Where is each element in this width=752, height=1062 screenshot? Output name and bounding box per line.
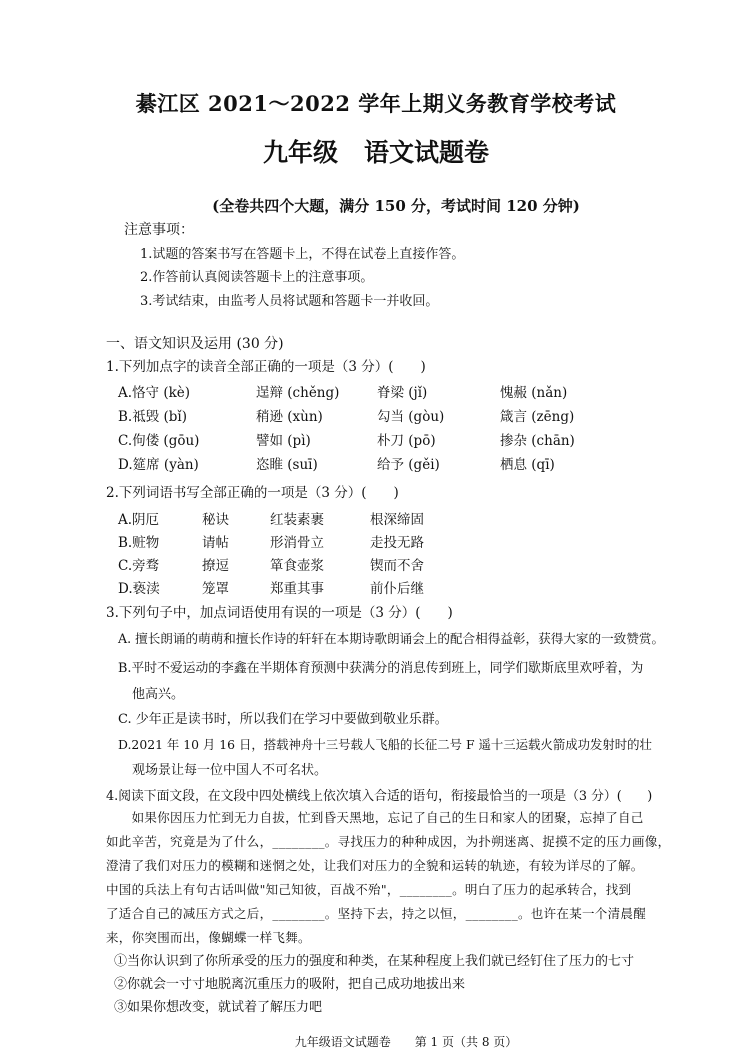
q1-option: 掺杂 (chān) [500, 433, 575, 449]
q1-option: C.佝偻 (gōu) [118, 433, 200, 449]
q3-option: B.平时不爱运动的李鑫在半期体育预测中获满分的消息传到班上，同学们歇斯底里欢呼着，为 [118, 661, 644, 676]
q2-option: 请帖 [202, 535, 229, 551]
notice-item: 2.作答前认真阅读答题卡上的注意事项。 [140, 270, 374, 285]
q1-option: 脊梁 (jǐ) [377, 385, 428, 401]
q4-choice: ①当你认识到了你所承受的压力的强度和种类，在某种程度上我们就已经钉住了压力的七寸 [114, 954, 635, 969]
q4-passage-line: 来，你突围而出，像蝴蝶一样飞舞。 [106, 930, 311, 945]
q1-option: 给予 (gěi) [377, 457, 440, 473]
q2-option: D.亵渎 [118, 581, 160, 597]
q1-option: 恣睢 (suī) [256, 457, 318, 473]
q2-option: 锲而不舍 [370, 558, 424, 574]
q2-option: 红装素裹 [270, 512, 324, 528]
q1-option: 稍逊 (xùn) [256, 409, 323, 425]
notice-item: 1.试题的答案书写在答题卡上，不得在试卷上直接作答。 [140, 247, 465, 262]
section-heading: 一、语文知识及运用 (30 分) [106, 336, 284, 352]
q2-option: 形消骨立 [270, 535, 324, 551]
notice-item: 3.考试结束，由监考人员将试题和答题卡一并收回。 [140, 294, 439, 309]
notice-heading: 注意事项： [124, 222, 194, 238]
page-footer [0, 1033, 752, 1050]
q1-option: 栖息 (qī) [500, 457, 555, 473]
paper-name: 语文试题卷 [364, 138, 490, 167]
question-2-stem: 2.下列词语书写全部正确的一项是（3 分）( ) [106, 485, 399, 501]
q2-option: 笼罩 [202, 581, 229, 597]
q4-passage-line: 中国的兵法上有句古话叫做"知己知彼，百战不殆"，________。明白了压力的起承转合，找到 [106, 882, 632, 897]
question-3-stem: 3.下列句子中，加点词语使用有误的一项是（3 分）( ) [106, 605, 453, 621]
question-4-stem: 4.阅读下面文段，在文段中四处横线上依次填入合适的语句，衔接最恰当的一项是（3 分）( ) [106, 789, 653, 804]
paper-subtitle [0, 133, 752, 169]
q4-choice: ②你就会一寸寸地脱离沉重压力的吸附，把自己成功地拔出来 [114, 977, 466, 992]
q3-option-continued: 他高兴。 [132, 687, 185, 702]
q2-option: 前仆后继 [370, 581, 424, 597]
exam-title: 綦江区 2021～2022 学年上期义务教育学校考试 [135, 91, 617, 116]
q1-option: A.恪守 (kè) [118, 385, 191, 401]
q1-option: 箴言 (zēng) [500, 409, 575, 425]
q4-passage-line: 澄清了我们对压力的模糊和迷惘之处，让我们对压力的全貌和运转的轨迹，有较为详尽的了解。 [106, 858, 644, 873]
q3-option: C. 少年正是读书时，所以我们在学习中要做到敬业乐群。 [118, 712, 448, 727]
q2-option: 根深缔固 [370, 512, 424, 528]
q2-option: 走投无路 [370, 535, 424, 551]
q1-option: 勾当 (gòu) [377, 409, 445, 425]
q2-option: 撩逗 [202, 558, 229, 574]
q4-passage-line: 如果你因压力忙到无力自拔，忙到昏天黑地，忘记了自己的生日和家人的团聚，忘掉了自己 [106, 810, 644, 825]
exam-info: (全卷共四个大题，满分 150 分，考试时间 120 分钟) [212, 197, 580, 215]
q4-passage-line: 了适合自己的减压方式之后，________。坚持下去，持之以恒，________。也许在某一个清晨醒 [106, 906, 647, 921]
q2-option: C.旁骛 [118, 558, 160, 574]
q4-passage-line: 如此辛苦，究竟是为了什么，________。寻找压力的种种成因，为扑朔迷离、捉摸不定的压力画像， [106, 834, 671, 849]
q1-option: B.祗毁 (bǐ) [118, 409, 187, 425]
q3-option: A. 擅长朗诵的萌萌和擅长作诗的轩轩在本期诗歌朗诵会上的配合相得益彰，获得大家的一致赞赏。 [118, 631, 665, 646]
q2-option: 秘诀 [202, 512, 229, 528]
q2-option: A.阴厄 [118, 512, 160, 528]
q2-option: 郑重其事 [270, 581, 324, 597]
q2-option: B.赃物 [118, 535, 160, 551]
q2-option: 箪食壶浆 [270, 558, 324, 574]
footer-doc-name: 九年级语文试题卷 [294, 1035, 391, 1049]
q1-option: 愧赧 (nǎn) [500, 385, 568, 401]
question-1-stem: 1.下列加点字的读音全部正确的一项是（3 分）( ) [106, 359, 426, 375]
q3-option-continued: 观场景让每一位中国人不可名状。 [132, 763, 328, 778]
grade-label: 九年级 [262, 138, 338, 167]
q4-choice: ③如果你想改变，就试着了解压力吧 [114, 1000, 323, 1015]
q1-option: 逞辩 (chěng) [256, 385, 340, 401]
q1-option: D.筵席 (yàn) [118, 457, 199, 473]
q1-option: 譬如 (pì) [256, 433, 311, 449]
q3-option: D.2021 年 10 月 16 日，搭载神舟十三号载人飞船的长征二号 F 遥十三运载火箭成功发射时的壮 [118, 737, 652, 752]
page-number: 第 1 页（共 8 页） [414, 1035, 518, 1049]
q1-option: 朴刀 (pō) [377, 433, 436, 449]
